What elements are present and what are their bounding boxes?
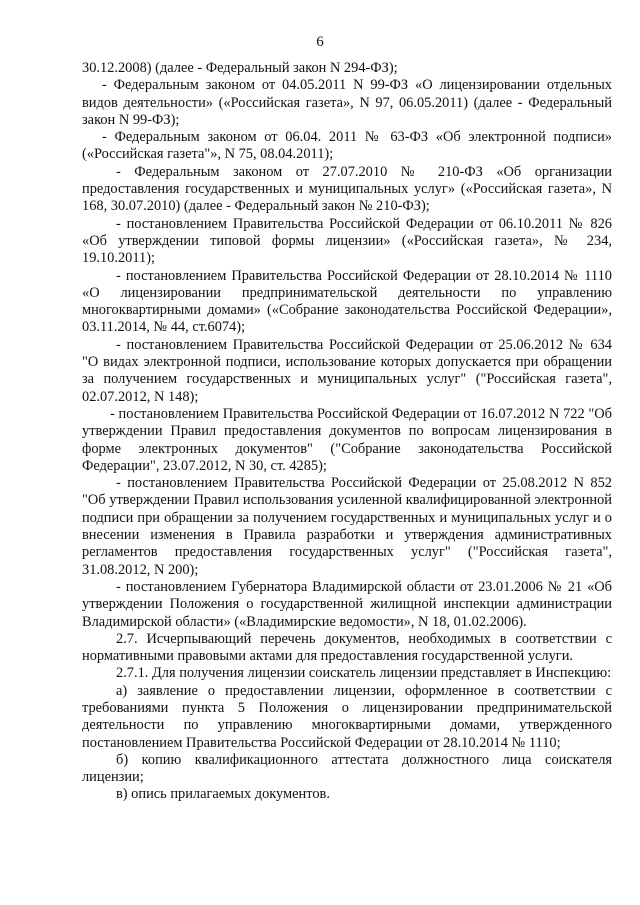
paragraph: 2.7. Исчерпывающий перечень документов, необходимых в соответствии с нормативными правовыми актами для предоставления государственной услуги. [82, 630, 612, 665]
paragraph: 2.7.1. Для получения лицензии соискатель лицензии представляет в Инспекцию: [116, 665, 612, 682]
paragraph: в) опись прилагаемых документов. [116, 786, 330, 803]
paragraph: - постановлением Правительства Российской Федерации от 28.10.2014 № 1110 «О лицензировании предпринимательской деятельности по управлению многоквартирными домами» («Собрание законодательства Российской Федерации», 03.11.2014, № 44, ст.6074); [82, 267, 612, 336]
paragraph: - Федеральным законом от 06.04. 2011 № 63-ФЗ «Об электронной подписи» («Российская газета"», N 75, 08.04.2011); [82, 129, 612, 163]
paragraph: - постановлением Правительства Российской Федерации от 06.10.2011 № 826 «Об утверждении типовой формы лицензии» («Российская газета», № 234, 19.10.2011); [82, 215, 612, 267]
document-body [82, 60, 612, 804]
page-number: 6 [316, 34, 324, 50]
paragraph: - постановлением Правительства Российской Федерации от 25.06.2012 № 634 "О видах электронной подписи, использование которых допускается при обращении за получением государственных и муниципальных услуг" ("Российская газета", 02.07.2012, N 148); [82, 336, 612, 405]
paragraph: - постановлением Правительства Российской Федерации от 16.07.2012 N 722 "Об утверждении Правил предоставления документов по вопросам лицензирования в форме электронных документов" ("Собрание законодательства Российской Федерации", 23.07.2012, N 30, ст. 4285); [82, 405, 612, 474]
paragraph: - Федеральным законом от 04.05.2011 N 99-ФЗ «О лицензировании отдельных видов деятельности» («Российская газета», N 97, 06.05.2011) (далее - Федеральный закон N 99-ФЗ); [82, 77, 612, 128]
paragraph: 30.12.2008) (далее - Федеральный закон N 294-ФЗ); [82, 60, 398, 76]
paragraph: - постановлением Губернатора Владимирской области от 23.01.2006 № 21 «Об утверждении Положения о государственной жилищной инспекции администрации Владимирской области» («Владимирские ведомости», N 18, 01.02.2006). [82, 578, 612, 630]
paragraph: - постановлением Правительства Российской Федерации от 25.08.2012 N 852 "Об утверждении Правил использования усиленной квалифицированной электронной подписи при обращении за получением государственных и муниципальных услуг и о внесении изменения в Правила разработки и утверждения административных регламентов предоставления государственных услуг" ("Российская газета", 31.08.2012, N 200); [82, 475, 612, 578]
paragraph: б) копию квалификационного аттестата должностного лица соискателя лицензии; [82, 751, 612, 786]
paragraph: - Федеральным законом от 27.07.2010 № 210-ФЗ «Об организации предоставления государственных и муниципальных услуг» («Российская газета», N 168, 30.07.2010) (далее - Федеральный закон № 210-ФЗ); [82, 163, 612, 215]
paragraph: а) заявление о предоставлении лицензии, оформленное в соответствии с требованиями пункта 5 Положения о лицензировании предпринимательской деятельности по управлению многоквартирными домами, утвержденного постановлением Правительства Российской Федерации от 28.10.2014 № 1110; [82, 682, 612, 751]
